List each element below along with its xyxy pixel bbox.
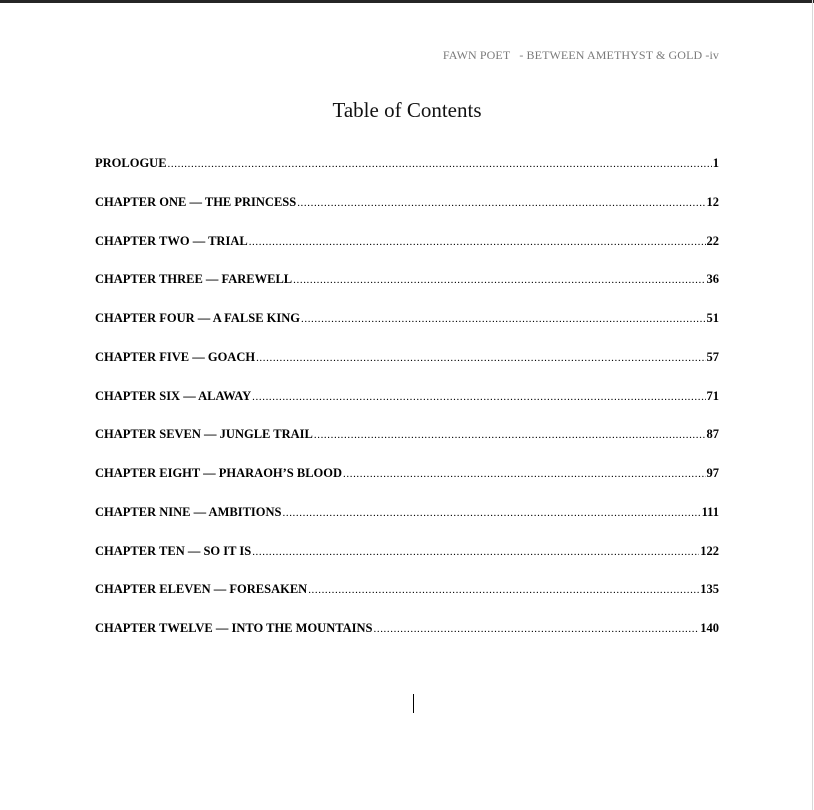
toc-dot-leader bbox=[343, 466, 705, 482]
toc-page-number: 140 bbox=[700, 621, 719, 635]
window-top-border bbox=[0, 0, 814, 3]
toc-entry-chapter-ten[interactable] bbox=[95, 543, 719, 582]
toc-entry-label: CHAPTER TWELVE — INTO THE MOUNTAINS bbox=[95, 621, 373, 635]
toc-page-number: 57 bbox=[706, 349, 719, 364]
toc-page-number: 12 bbox=[706, 194, 719, 209]
toc-entry-label: CHAPTER TWO — TRIAL bbox=[95, 233, 248, 248]
toc-entry-chapter-six[interactable] bbox=[95, 388, 719, 427]
toc-entry-chapter-one[interactable] bbox=[95, 194, 719, 233]
toc-dot-leader bbox=[301, 311, 706, 327]
toc-dot-leader bbox=[297, 195, 705, 211]
toc-entry-chapter-seven[interactable] bbox=[95, 426, 719, 465]
toc-title[interactable]: Table of Contents bbox=[332, 98, 482, 122]
toc-page-number: 97 bbox=[706, 466, 719, 480]
toc-dot-leader bbox=[283, 505, 701, 521]
toc-page-number: 71 bbox=[706, 388, 719, 403]
toc-entry-label: CHAPTER TEN — SO IT IS bbox=[95, 543, 252, 558]
toc-entry-label: PROLOGUE bbox=[95, 156, 167, 170]
toc-entry-label: CHAPTER SIX — ALAWAY bbox=[95, 388, 252, 403]
toc-dot-leader bbox=[249, 234, 706, 250]
toc-entry-label: CHAPTER ELEVEN — FORESAKEN bbox=[95, 582, 308, 597]
toc-entry-prologue[interactable] bbox=[95, 155, 719, 194]
toc-dot-leader bbox=[256, 350, 705, 366]
running-header[interactable]: FAWN POET - BETWEEN AMETHYST & GOLD -iv bbox=[442, 48, 719, 62]
toc-page-number: 36 bbox=[706, 272, 719, 287]
toc-entry-chapter-four[interactable] bbox=[95, 310, 719, 349]
toc-dot-leader bbox=[252, 389, 705, 405]
toc-dot-leader bbox=[168, 156, 712, 172]
toc-entry-chapter-five[interactable] bbox=[95, 349, 719, 388]
toc-entry-label: CHAPTER THREE — FAREWELL bbox=[95, 272, 293, 287]
toc-page-number: 1 bbox=[712, 156, 719, 170]
toc-entry-label: CHAPTER FOUR — A FALSE KING bbox=[95, 311, 300, 325]
toc-entry-label: CHAPTER ONE — THE PRINCESS bbox=[95, 194, 297, 209]
toc-entry-chapter-twelve[interactable] bbox=[95, 620, 719, 659]
toc-page-number: 111 bbox=[701, 504, 719, 519]
toc-page-number: 22 bbox=[706, 233, 719, 248]
toc-entry-chapter-eight[interactable] bbox=[95, 465, 719, 504]
toc-page-number: 51 bbox=[706, 311, 719, 325]
toc-page-number: 87 bbox=[706, 427, 719, 442]
toc-entry-label: CHAPTER SEVEN — JUNGLE TRAIL bbox=[95, 427, 313, 442]
toc-dot-leader bbox=[374, 621, 700, 637]
toc-dot-leader bbox=[308, 582, 699, 598]
toc-entry-chapter-two[interactable] bbox=[95, 233, 719, 272]
toc-dot-leader bbox=[314, 427, 706, 443]
toc-entry-chapter-nine[interactable] bbox=[95, 504, 719, 543]
toc-entry-label: CHAPTER EIGHT — PHARAOH’S BLOOD bbox=[95, 466, 343, 480]
toc-entry-chapter-eleven[interactable] bbox=[95, 581, 719, 620]
toc-dot-leader bbox=[293, 272, 705, 288]
toc-entry-label: CHAPTER NINE — AMBITIONS bbox=[95, 504, 282, 519]
toc-page-number: 135 bbox=[700, 582, 719, 597]
toc-dot-leader bbox=[252, 544, 699, 560]
text-insertion-cursor[interactable] bbox=[413, 694, 414, 713]
toc-entry-chapter-three[interactable] bbox=[95, 271, 719, 310]
toc-entry-label: CHAPTER FIVE — GOACH bbox=[95, 349, 256, 364]
table-of-contents bbox=[95, 155, 719, 659]
toc-page-number: 122 bbox=[700, 543, 719, 558]
